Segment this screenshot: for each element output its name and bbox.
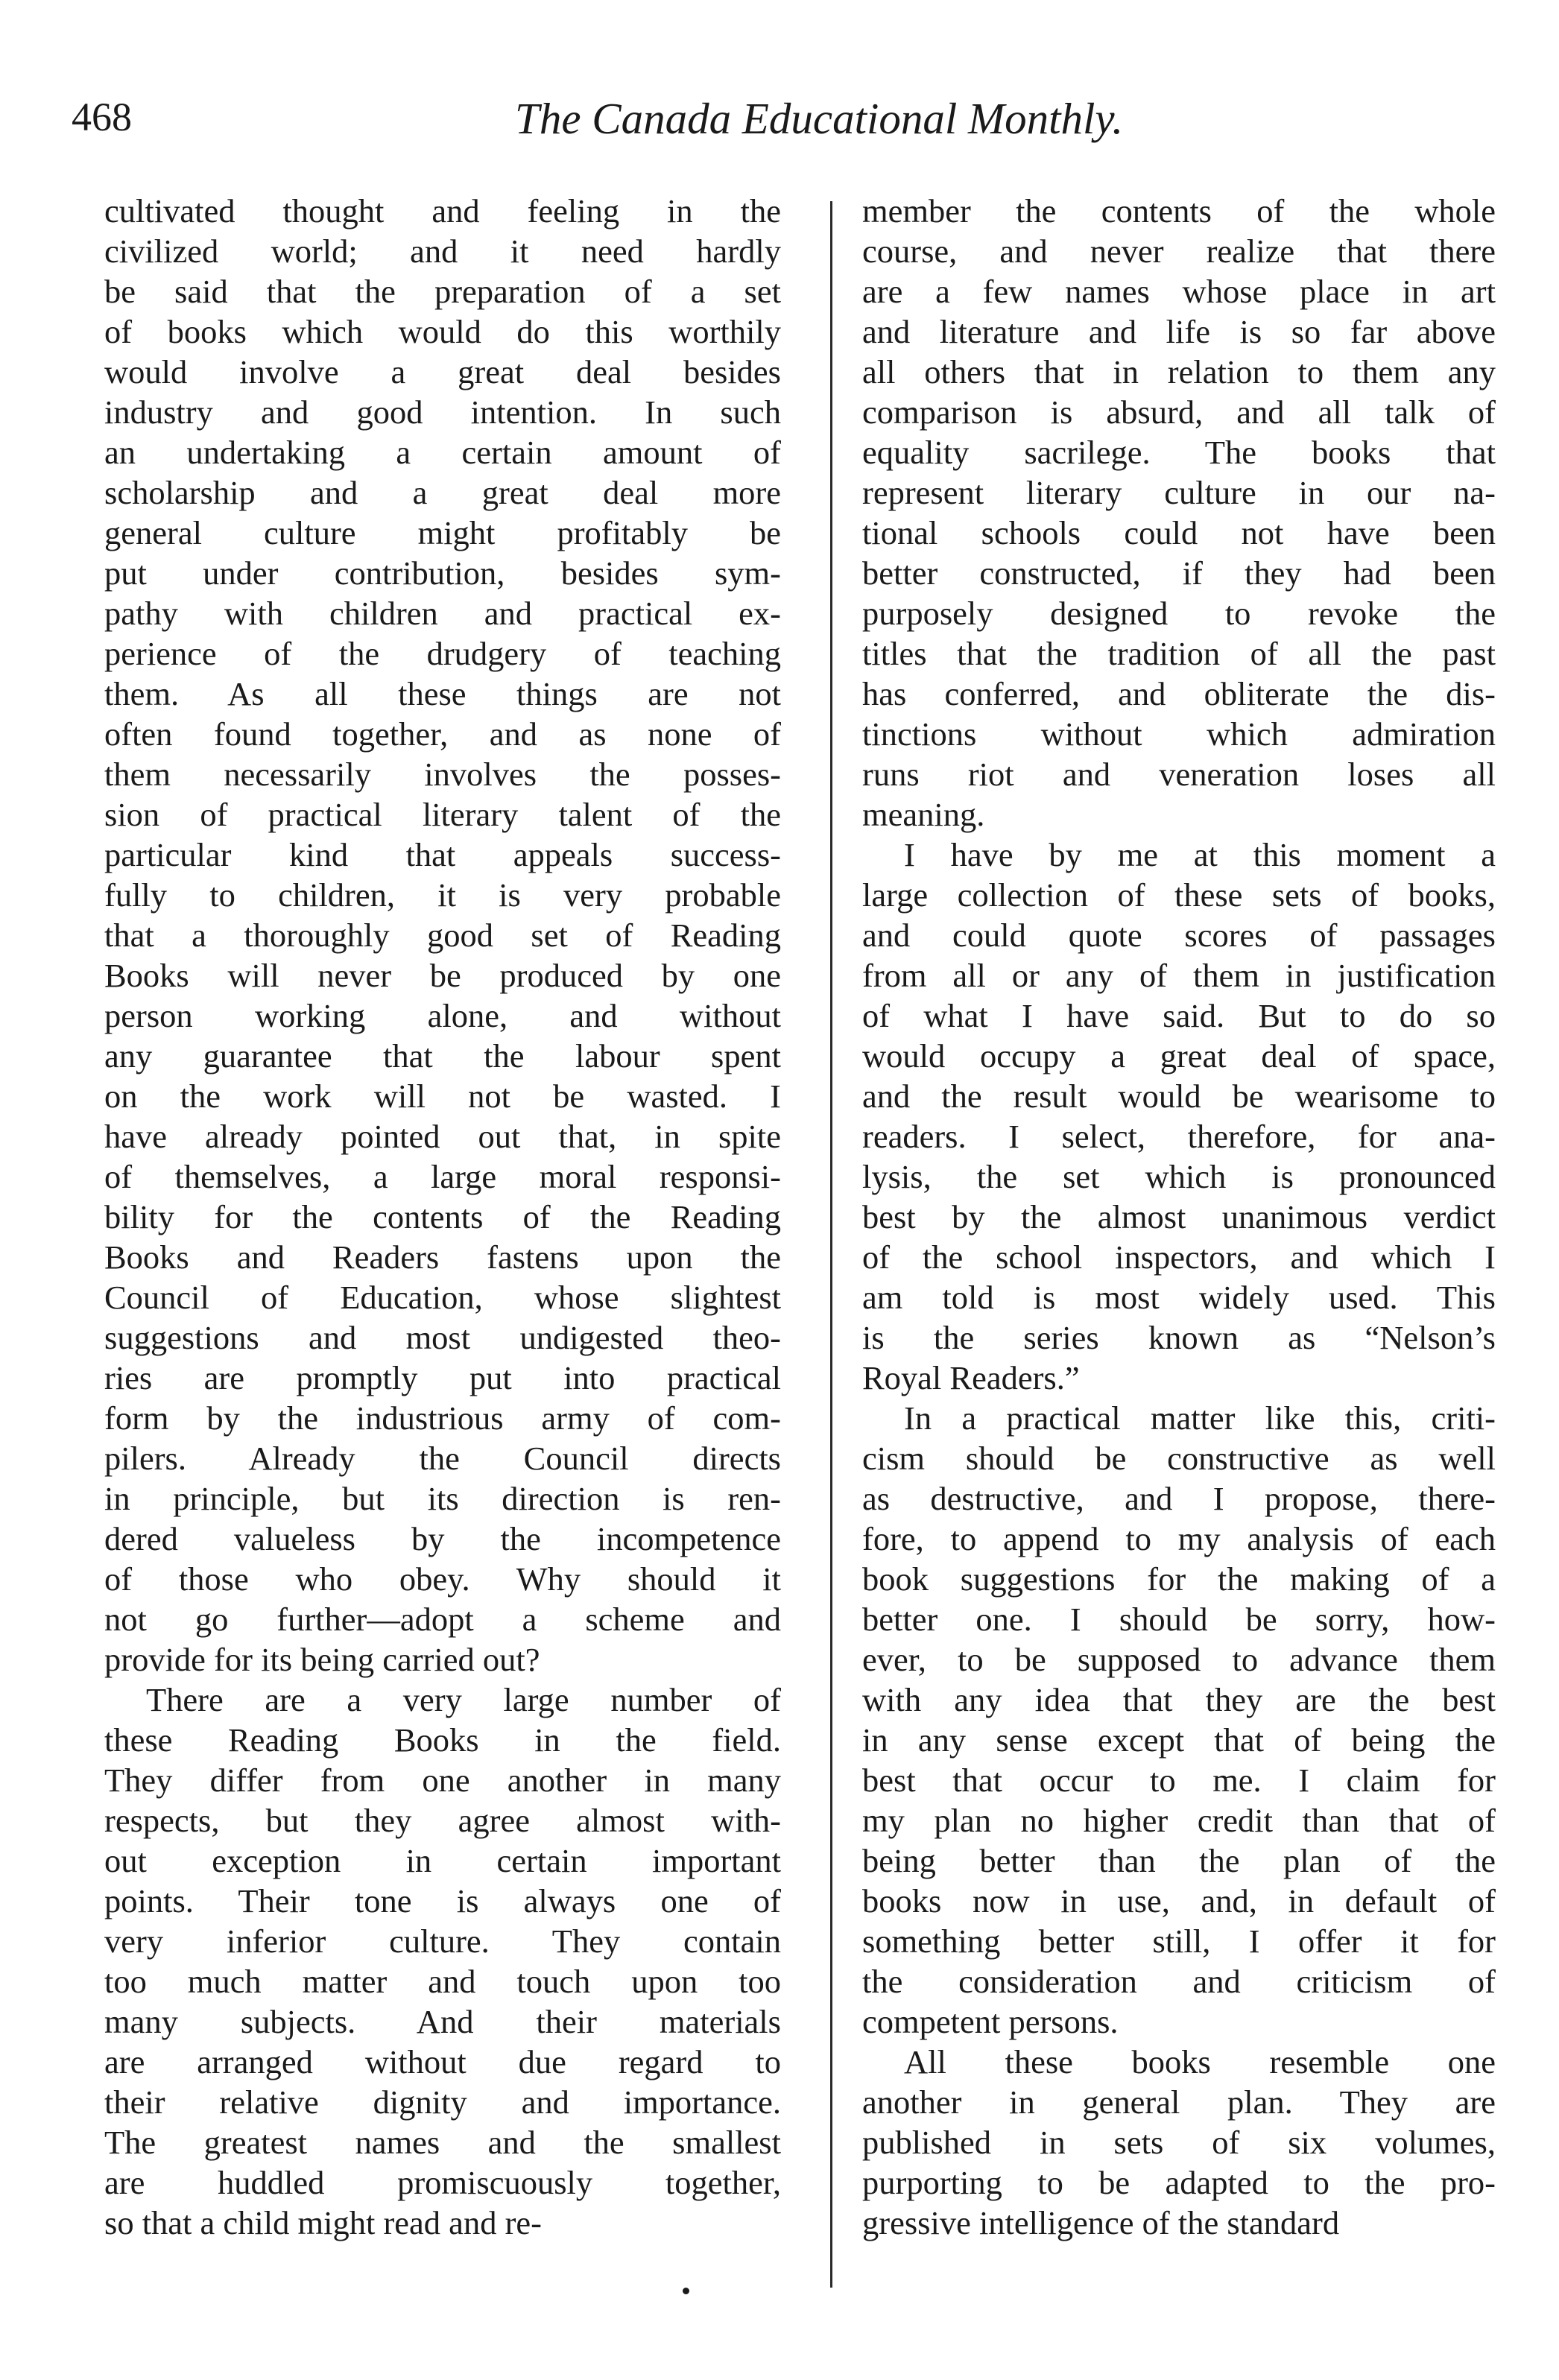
text-line: represent literary culture in our na- xyxy=(862,474,1496,511)
text-line: meaning. xyxy=(862,796,985,833)
text-line: any guarantee that the labour spent xyxy=(104,1037,781,1075)
text-line: fore, to append to my analysis of each xyxy=(862,1520,1496,1557)
text-line: comparison is absurd, and all talk of xyxy=(862,393,1496,431)
text-line: not go further—adopt a scheme and xyxy=(104,1601,781,1638)
text-line: The greatest names and the smallest xyxy=(104,2124,781,2161)
text-line: purporting to be adapted to the pro- xyxy=(862,2164,1496,2201)
footer-dot xyxy=(683,2288,689,2294)
text-line: very inferior culture. They contain xyxy=(104,1922,781,1960)
text-line: Royal Readers.” xyxy=(862,1359,1080,1396)
text-line: better one. I should be sorry, how- xyxy=(862,1601,1496,1638)
text-line: particular kind that appeals success- xyxy=(104,836,781,873)
text-line: ries are promptly put into practical xyxy=(104,1359,781,1396)
text-line: are arranged without due regard to xyxy=(104,2043,781,2080)
column-divider xyxy=(830,201,832,2288)
text-line: course, and never realize that there xyxy=(862,232,1496,270)
text-line: too much matter and touch upon too xyxy=(104,1963,781,2000)
text-line: They differ from one another in many xyxy=(104,1762,781,1799)
text-line: provide for its being carried out? xyxy=(104,1641,540,1678)
text-line: respects, but they agree almost with- xyxy=(104,1802,781,1839)
text-line: civilized world; and it need hardly xyxy=(104,232,781,270)
text-line: their relative dignity and importance. xyxy=(104,2083,781,2121)
text-line: put under contribution, besides sym- xyxy=(104,554,781,592)
text-line: sion of practical literary talent of the xyxy=(104,796,781,833)
text-line: ever, to be supposed to advance them xyxy=(862,1641,1496,1678)
text-line: bility for the contents of the Reading xyxy=(104,1198,781,1235)
text-line: all others that in relation to them any xyxy=(862,353,1496,390)
text-line: often found together, and as none of xyxy=(104,715,781,753)
text-line: is the series known as “Nelson’s xyxy=(862,1319,1496,1356)
text-line: another in general plan. They are xyxy=(862,2083,1496,2121)
text-line: an undertaking a certain amount of xyxy=(104,434,781,471)
text-line: that a thoroughly good set of Reading xyxy=(104,917,781,954)
text-line: books now in use, and, in default of xyxy=(862,1882,1496,1919)
text-line: am told is most widely used. This xyxy=(862,1279,1496,1316)
text-line: titles that the tradition of all the past xyxy=(862,635,1496,672)
text-line: of books which would do this worthily xyxy=(104,313,781,350)
text-line: with any idea that they are the best xyxy=(862,1681,1496,1718)
text-line: Council of Education, whose slightest xyxy=(104,1279,781,1316)
text-line: has conferred, and obliterate the dis- xyxy=(862,675,1496,712)
left-column xyxy=(104,191,781,2243)
text-line: perience of the drudgery of teaching xyxy=(104,635,781,672)
text-line: many subjects. And their materials xyxy=(104,2003,781,2040)
text-line: would involve a great deal besides xyxy=(104,353,781,390)
text-line: the consideration and criticism of xyxy=(862,1963,1496,2000)
text-line: runs riot and veneration loses all xyxy=(862,756,1496,793)
text-line: All these books resemble one xyxy=(904,2043,1496,2080)
text-line: better constructed, if they had been xyxy=(862,554,1496,592)
text-line: In a practical matter like this, criti- xyxy=(904,1399,1496,1437)
text-line: have already pointed out that, in spite xyxy=(104,1118,781,1155)
text-line: of themselves, a large moral responsi- xyxy=(104,1158,781,1195)
text-line: tional schools could not have been xyxy=(862,514,1496,551)
text-line: and literature and life is so far above xyxy=(862,313,1496,350)
text-line: large collection of these sets of books, xyxy=(862,876,1496,914)
text-line: general culture might profitably be xyxy=(104,514,781,551)
text-line: are a few names whose place in art xyxy=(862,273,1496,310)
text-line: of the school inspectors, and which I xyxy=(862,1238,1496,1276)
text-line: pilers. Already the Council directs xyxy=(104,1440,781,1477)
text-line: these Reading Books in the field. xyxy=(104,1721,781,1759)
text-line: purposely designed to revoke the xyxy=(862,595,1496,632)
page-number: 468 xyxy=(72,95,132,139)
text-line: from all or any of them in justification xyxy=(862,957,1496,994)
text-line: Books will never be produced by one xyxy=(104,957,781,994)
text-line: and the result would be wearisome to xyxy=(862,1077,1496,1115)
text-line: person working alone, and without xyxy=(104,997,781,1034)
text-line: best by the almost unanimous verdict xyxy=(862,1198,1496,1235)
text-line: in any sense except that of being the xyxy=(862,1721,1496,1759)
text-line: them. As all these things are not xyxy=(104,675,781,712)
text-line: scholarship and a great deal more xyxy=(104,474,781,511)
page-header xyxy=(72,94,1487,171)
text-line: them necessarily involves the posses- xyxy=(104,756,781,793)
text-line: of those who obey. Why should it xyxy=(104,1560,781,1598)
text-line: my plan no higher credit than that of xyxy=(862,1802,1496,1839)
text-line: cultivated thought and feeling in the xyxy=(104,192,781,230)
text-line: I have by me at this moment a xyxy=(904,836,1496,873)
text-line: so that a child might read and re- xyxy=(104,2204,542,2241)
text-line: out exception in certain important xyxy=(104,1842,781,1879)
text-line: form by the industrious army of com- xyxy=(104,1399,781,1437)
text-line: tinctions without which admiration xyxy=(862,715,1496,753)
text-line: as destructive, and I propose, there- xyxy=(862,1480,1496,1517)
text-line: points. Their tone is always one of xyxy=(104,1882,781,1919)
text-line: on the work will not be wasted. I xyxy=(104,1077,781,1115)
text-line: dered valueless by the incompetence xyxy=(104,1520,781,1557)
text-line: gressive intelligence of the standard xyxy=(862,2204,1340,2241)
text-line: be said that the preparation of a set xyxy=(104,273,781,310)
text-line: cism should be constructive as well xyxy=(862,1440,1496,1477)
text-line: would occupy a great deal of space, xyxy=(862,1037,1496,1075)
text-line: in principle, but its direction is ren- xyxy=(104,1480,781,1517)
text-line: readers. I select, therefore, for ana- xyxy=(862,1118,1496,1155)
text-line: lysis, the set which is pronounced xyxy=(862,1158,1496,1195)
right-column xyxy=(862,191,1496,2243)
text-line: competent persons. xyxy=(862,2003,1119,2040)
text-line: something better still, I offer it for xyxy=(862,1922,1496,1960)
text-line: Books and Readers fastens upon the xyxy=(104,1238,781,1276)
running-title: The Canada Educational Monthly. xyxy=(515,94,1124,143)
text-line: and could quote scores of passages xyxy=(862,917,1496,954)
text-line: are huddled promiscuously together, xyxy=(104,2164,781,2201)
text-line: There are a very large number of xyxy=(146,1681,781,1718)
text-line: suggestions and most undigested theo- xyxy=(104,1319,781,1356)
text-line: of what I have said. But to do so xyxy=(862,997,1496,1034)
text-line: best that occur to me. I claim for xyxy=(862,1762,1496,1799)
text-line: equality sacrilege. The books that xyxy=(862,434,1496,471)
text-line: being better than the plan of the xyxy=(862,1842,1496,1879)
text-line: book suggestions for the making of a xyxy=(862,1560,1496,1598)
text-line: published in sets of six volumes, xyxy=(862,2124,1496,2161)
text-line: fully to children, it is very probable xyxy=(104,876,781,914)
text-line: pathy with children and practical ex- xyxy=(104,595,781,632)
text-line: industry and good intention. In such xyxy=(104,393,781,431)
text-line: member the contents of the whole xyxy=(862,192,1496,230)
